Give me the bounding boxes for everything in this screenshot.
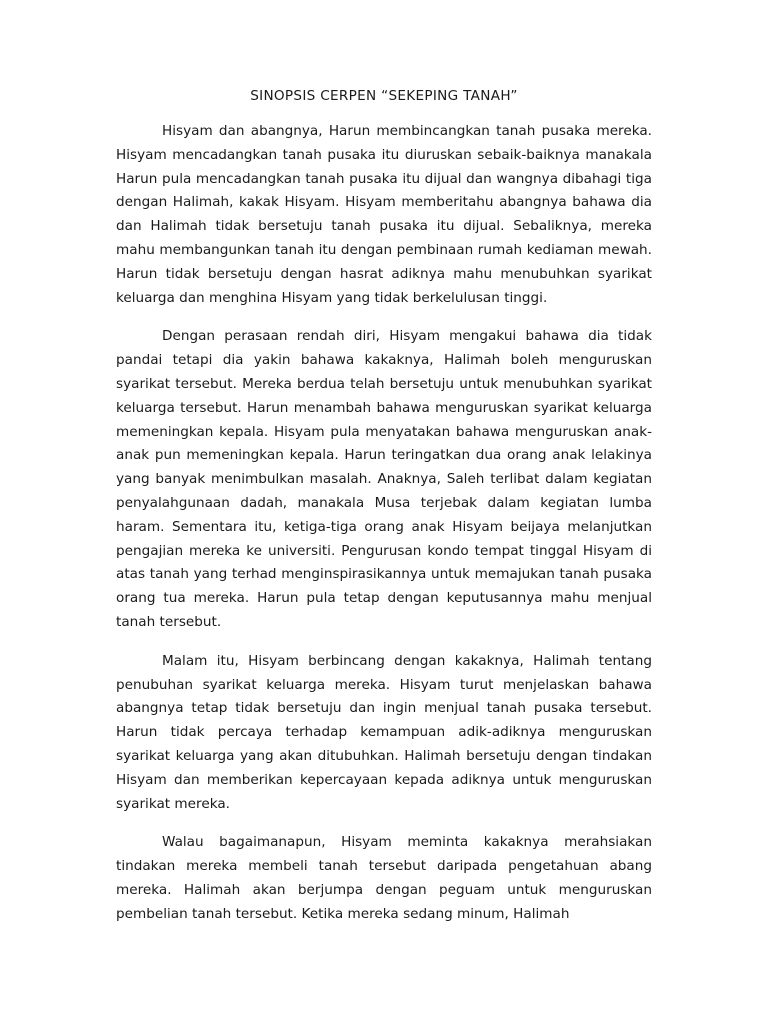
paragraph-4: Walau bagaimanapun, Hisyam meminta kakaknya merahsiakan tindakan mereka membeli tanah tersebut daripada pengetahuan abang mereka. Halimah akan berjumpa dengan peguam untuk menguruskan pembelian tanah tersebut. Ketika mereka sedang minum, Halimah: [116, 834, 652, 922]
document-body: [116, 120, 652, 942]
paragraph-3: Malam itu, Hisyam berbincang dengan kakaknya, Halimah tentang penubuhan syarikat keluarga mereka. Hisyam turut menjelaskan bahawa abangnya tetap tidak bersetuju dan ingin menjual tanah pusaka tersebut. Harun tidak percaya terhadap kemampuan adik-adiknya menguruskan syarikat keluarga yang akan ditubuhkan. Halimah bersetuju dengan tindakan Hisyam dan memberikan kepercayaan kepada adiknya untuk menguruskan syarikat mereka.: [116, 652, 652, 812]
paragraph-1: Hisyam dan abangnya, Harun membincangkan tanah pusaka mereka. Hisyam mencadangkan tanah pusaka itu diuruskan sebaik-baiknya manakala Harun pula mencadangkan tanah pusaka itu dijual dan wangnya dibahagi tiga dengan Halimah, kakak Hisyam. Hisyam memberitahu abangnya bahawa dia dan Halimah tidak bersetuju tanah pusaka itu dijual. Sebaliknya, mereka mahu membangunkan tanah itu dengan pembinaan rumah kediaman mewah. Harun tidak bersetuju dengan hasrat adiknya mahu menubuhkan syarikat keluarga dan menghina Hisyam yang tidak berkelulusan tinggi.: [116, 123, 652, 306]
paragraph-2: Dengan perasaan rendah diri, Hisyam mengakui bahawa dia tidak pandai tetapi dia yakin bahawa kakaknya, Halimah boleh menguruskan syarikat tersebut. Mereka berdua telah bersetuju untuk menubuhkan syarikat keluarga tersebut. Harun menambah bahawa menguruskan syarikat keluarga memeningkan kepala. Hisyam pula menyatakan bahawa menguruskan anak-anak pun memeningkan kepala. Harun teringatkan dua orang anak lelakinya yang banyak menimbulkan masalah. Anaknya, Saleh terlibat dalam kegiatan penyalahgunaan dadah, manakala Musa terjebak dalam kegiatan lumba haram. Sementara itu, ketiga-tiga orang anak Hisyam beijaya melanjutkan pengajian mereka ke universiti. Pengurusan kondo tempat tinggal Hisyam di atas tanah yang terhad menginspirasikannya untuk memajukan tanah pusaka orang tua mereka. Harun pula tetap dengan keputusannya mahu menjual tanah tersebut.: [116, 328, 652, 630]
document-title: SINOPSIS CERPEN “SEKEPING TANAH”: [250, 88, 518, 104]
